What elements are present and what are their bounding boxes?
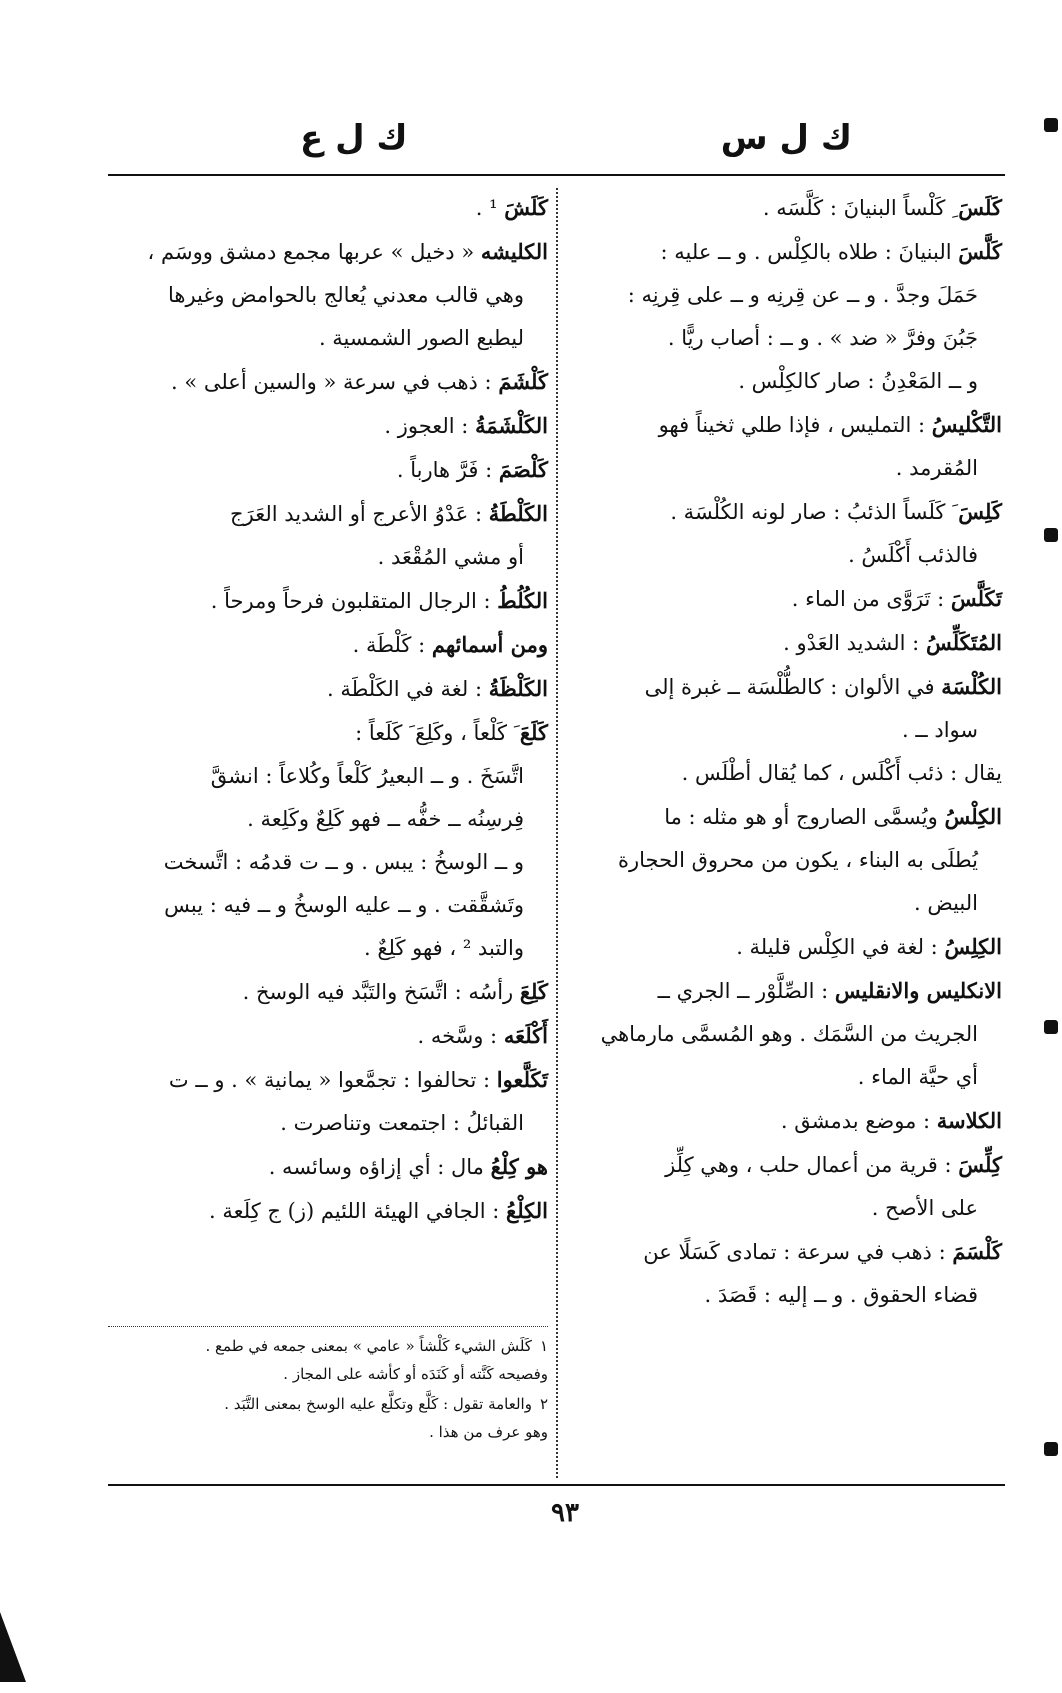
footnote-rule — [108, 1326, 548, 1327]
entry-headword: كَلْشَمَ — [498, 369, 548, 394]
entry-headword: كَلِسَ — [958, 499, 1002, 524]
entry-text: والتبد ² ، فهو كَلِعٌ . — [363, 936, 524, 960]
dictionary-entry — [108, 623, 548, 667]
dictionary-entry — [108, 186, 548, 230]
entry-headword: كَلْسَمَ — [952, 1239, 1002, 1264]
footnote-number: ١ — [539, 1337, 548, 1355]
dictionary-entry — [570, 969, 1002, 1099]
entry-headword: الكِلِسُ — [944, 934, 1002, 959]
entry-text: : التمليس ، فإذا طلي ثخيناً فهو — [658, 413, 926, 437]
entry-text: قضاء الحقوق . و ــ إليه : قَصَدَ . — [704, 1283, 978, 1307]
entry-text: وتَشقَّقت . و ــ عليه الوسخُ و ــ فيه : يبس — [164, 893, 524, 917]
dictionary-entry — [570, 403, 1002, 490]
footnote-text: كَلَش الشيء كَلْشاً « عامي » بمعنى جمعه في طمع . — [205, 1337, 532, 1355]
entry-text: اتَّسَخَ . و ــ البعيرُ كَلْعاً وكُلاعاً : انشقَّ — [210, 764, 524, 788]
entry-headword: كَلَعَ — [519, 720, 548, 745]
entry-headword: المُتَكَلِّسُ — [925, 630, 1002, 655]
entry-headword: الكَلْطَةُ — [488, 501, 548, 526]
dictionary-entry — [570, 795, 1002, 925]
entry-headword: الانكليس والانقليس — [834, 978, 1002, 1003]
entry-headword: الكِلْعُ — [506, 1198, 548, 1223]
entry-text: سواد ــ . — [902, 718, 978, 742]
entry-headword: الكَلْشَمَةُ — [475, 413, 548, 438]
entry-text: : لغة في الكِلْس قليلة . — [736, 935, 938, 959]
entry-text: ليطبع الصور الشمسية . — [318, 326, 524, 350]
entry-text: أي حيَّة الماء . — [857, 1065, 978, 1089]
dictionary-entry — [108, 492, 548, 579]
entry-headword: الكَلْظَةُ — [488, 676, 548, 701]
entry-text: ويُسمَّى الصاروج أو هو مثله : ما — [664, 805, 938, 829]
dictionary-entry — [108, 1145, 548, 1189]
footnote-text: وهو عرف من هذا . — [429, 1423, 548, 1441]
footnote — [108, 1332, 548, 1388]
entry-text: : الجافي الهيئة اللئيم (ز) ج كِلَعة . — [209, 1199, 500, 1223]
edge-mark — [1044, 1020, 1058, 1034]
entry-text: : ذهب في سرعة : تمادى كَسَلًا عن — [643, 1240, 946, 1264]
entry-text: : العجوز . — [384, 414, 469, 438]
dictionary-entry — [108, 448, 548, 492]
entry-text: رأسُه : اتَّسَخ والتَبَّد فيه الوسخ . — [242, 980, 514, 1004]
footnote — [108, 1390, 548, 1446]
footnote-text: وفصيحه كَنَّته أو كَنَدَه أو كأشه على المجاز . — [283, 1365, 548, 1383]
dictionary-entry — [570, 665, 1002, 752]
right-column — [570, 186, 1002, 1317]
entry-text: : الصِّلَّوْر ــ الجري ــ — [657, 979, 829, 1003]
entry-headword: كَلِعَ — [519, 979, 548, 1004]
dictionary-entry — [570, 1143, 1002, 1230]
entry-headword: الكُلُطُ — [497, 588, 548, 613]
left-column — [108, 186, 548, 1233]
entry-text: َ كَلْعاً ، وكَلِعَ َ كَلَعاً : — [355, 721, 514, 745]
entry-headword: الكِلْسُ — [944, 804, 1002, 829]
dictionary-entry — [108, 970, 548, 1014]
entry-headword: كَلَشَ — [504, 195, 548, 220]
footnote-number: ٢ — [539, 1395, 548, 1413]
entry-text: يقال : ذئب أَكْلَس ، كما يُقال أطْلَس . — [681, 761, 1002, 785]
entry-text: و ــ الوسخُ : يبس . و ــ ت قدمُه : اتَّسخت — [163, 850, 524, 874]
running-header-left: ك ل ع — [300, 118, 408, 158]
entry-headword: أَكْلَعَه — [503, 1023, 548, 1048]
entry-text: أو مشي المُقْعَد . — [377, 545, 524, 569]
column-divider — [556, 188, 558, 1478]
dictionary-entry — [570, 1230, 1002, 1317]
entry-text: مال : أي إزاؤه وسائسه . — [268, 1155, 484, 1179]
dictionary-entry — [108, 667, 548, 711]
footer-rule — [108, 1484, 1005, 1486]
dictionary-entry — [570, 621, 1002, 665]
dictionary-entry — [108, 579, 548, 623]
entry-text: وهي قالب معدني يُعالج بالحوامض وغيرها — [167, 283, 524, 307]
entry-text: « دخيل » عربها مجمع دمشق ووسَم ، — [147, 240, 475, 264]
entry-text: يُطلَى به البناء ، يكون من محروق الحجارة — [618, 848, 978, 872]
entry-text: : لغة في الكَلْطَة . — [326, 677, 483, 701]
entry-text: حَمَلَ وجدَّ . و ــ عن قِرنِه و ــ على قِرنِه : — [627, 283, 978, 307]
entry-text: على الأصح . — [871, 1196, 978, 1220]
scan-edge-mark — [0, 1612, 26, 1682]
dictionary-entry — [108, 1189, 548, 1233]
dictionary-entry — [570, 577, 1002, 621]
edge-mark — [1044, 528, 1058, 542]
footnote-text: والعامة تقول : كَلَّع وتكلَّع عليه الوسخ بمعنى التَّبَد . — [224, 1395, 532, 1413]
dictionary-entry — [108, 1014, 548, 1058]
entry-text: جَبُنَ وفرَّ « ضد » . و ــ : أصاب ريًّا . — [667, 326, 978, 350]
entry-text: : قرية من أعمال حلب ، وهي كِلِّز — [665, 1153, 952, 1177]
dictionary-entry — [570, 186, 1002, 230]
entry-headword: كَلْصَمَ — [498, 457, 548, 482]
header-rule — [108, 174, 1005, 176]
entry-text: في الألوان : كالطُّلْسَة ــ غبرة إلى — [644, 675, 935, 699]
dictionary-entry — [570, 752, 1002, 795]
page-number: ٩٣ — [551, 1498, 579, 1528]
entry-headword: تَكَلَّعوا — [496, 1067, 548, 1092]
entry-headword: كِلِّسَ — [958, 1152, 1002, 1177]
entry-text: : ذهب في سرعة « والسين أعلى » . — [170, 370, 492, 394]
entry-text: ¹ . — [475, 196, 498, 220]
entry-text: َ كَلَساً الذئبُ : صار لونه الكُلْسَة . — [670, 500, 953, 524]
dictionary-entry — [108, 404, 548, 448]
entry-headword: الكلاسة — [936, 1108, 1002, 1133]
entry-text: : كَلْطَة . — [352, 633, 426, 657]
entry-text: فِرسِنُه ــ خفُّه ــ فهو كَلِعٌ وكَلِعة . — [247, 807, 524, 831]
dictionary-entry — [570, 1099, 1002, 1143]
entry-headword: الكُلْسَة — [941, 674, 1002, 699]
dictionary-entry — [108, 230, 548, 360]
entry-headword: كَلَسَ — [958, 195, 1002, 220]
entry-text: فالذئب أَكْلَسُ . — [848, 543, 978, 567]
entry-headword: تَكَلَّسَ — [950, 586, 1002, 611]
edge-mark — [1044, 118, 1058, 132]
entry-text: : الرجال المتقلبون فرحاً ومرحاً . — [210, 589, 491, 613]
dictionary-entry — [570, 490, 1002, 577]
entry-text: البنيانَ : طلاه بالكِلْس . و ــ عليه : — [660, 240, 952, 264]
entry-headword: كَلَّسَ — [958, 239, 1002, 264]
dictionary-entry — [570, 925, 1002, 969]
entry-text: : وسَّخه . — [417, 1024, 498, 1048]
entry-text: الجريث من السَّمَك . وهو المُسمَّى مارماهي — [600, 1022, 978, 1046]
entry-text: : موضع بدمشق . — [780, 1109, 931, 1133]
entry-text: : عَدْوُ الأعرج أو الشديد العَرَج — [230, 502, 483, 526]
entry-headword: التَّكْليسُ — [931, 412, 1002, 437]
entry-headword: هو كِلْعُ — [490, 1154, 548, 1179]
entry-text: البيض . — [914, 891, 978, 915]
entry-text: : فَرَّ هارباً . — [396, 458, 493, 482]
entry-text: : تَرَوَّى من الماء . — [791, 587, 945, 611]
entry-headword: الكليشه — [480, 239, 548, 264]
entry-text: القبائلُ : اجتمعت وتناصرت . — [280, 1111, 524, 1135]
dictionary-entry — [108, 360, 548, 404]
edge-mark — [1044, 1442, 1058, 1456]
dictionary-entry — [108, 1058, 548, 1145]
entry-text: : تحالفوا : تجمَّعوا « يمانية » . و ــ ت — [168, 1068, 491, 1092]
entry-headword: ومن أسمائهم — [431, 632, 548, 657]
entry-text: ِ كَلْساً البنيانَ : كَلَّسَه . — [762, 196, 953, 220]
entry-text: و ــ المَعْدِنُ : صار كالكِلْس . — [738, 369, 978, 393]
entry-text: المُقرمد . — [895, 456, 978, 480]
running-header-right: ك ل س — [720, 118, 852, 158]
dictionary-entry — [108, 711, 548, 970]
dictionary-entry — [570, 230, 1002, 403]
footnotes — [108, 1332, 548, 1448]
entry-text: : الشديد العَدْو . — [783, 631, 920, 655]
